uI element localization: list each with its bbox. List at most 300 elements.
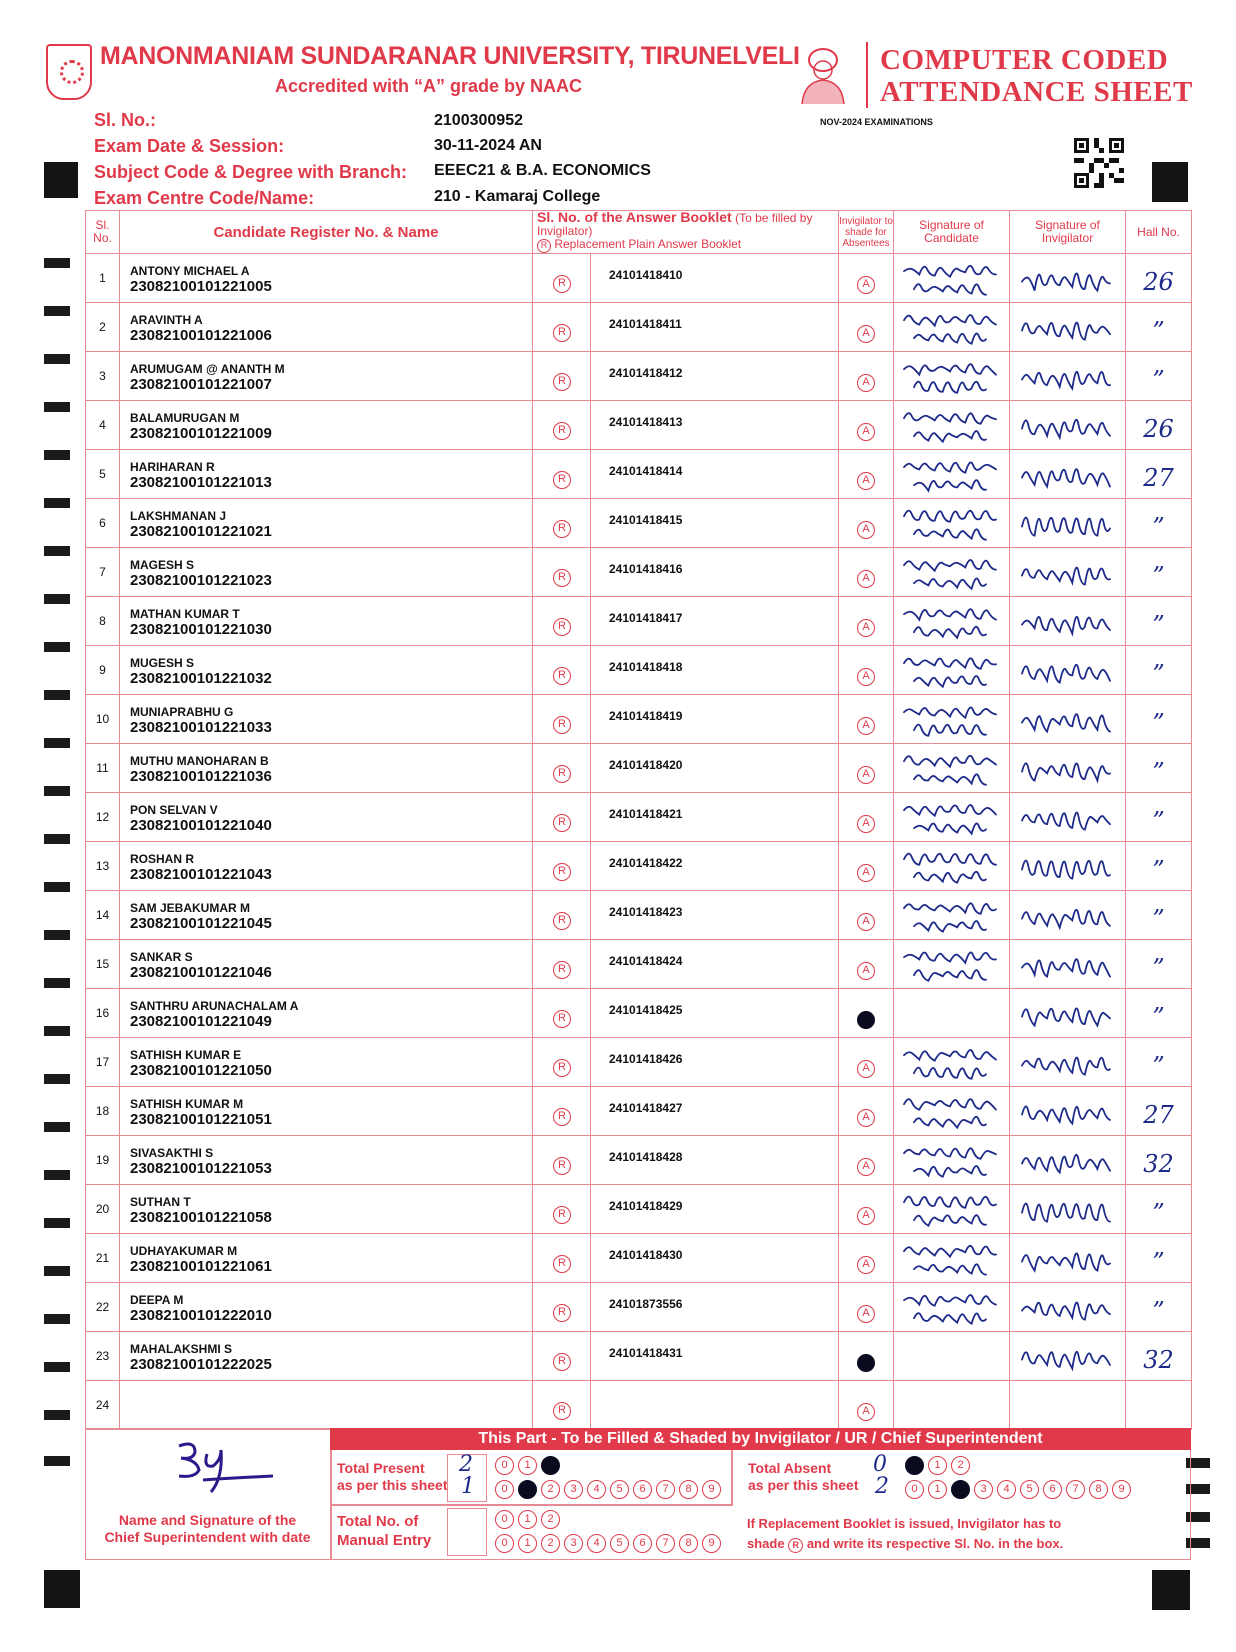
total-present-label [337,1460,448,1494]
absent-bubble[interactable]: A [857,619,875,637]
row-absent[interactable] [839,401,894,450]
row-absent[interactable] [839,940,894,989]
replacement-bubble[interactable]: R [553,814,571,832]
row-invigilator-signature [1010,1234,1126,1283]
row-invigilator-signature [1010,744,1126,793]
row-absent[interactable] [839,695,894,744]
row-invigilator-signature [1010,352,1126,401]
candidate-signature [900,895,1004,937]
row-candidate-signature [894,1381,1010,1430]
row-candidate [120,842,533,891]
absent-bubble[interactable]: A [857,570,875,588]
row-replacement[interactable] [533,1234,591,1283]
booklet-number: 24101418413 [609,415,683,429]
absent-bubble[interactable]: A [857,423,875,441]
candidate-signature [900,846,1004,888]
replacement-bubble[interactable]: R [553,1255,571,1273]
university-logo [46,44,92,100]
row-replacement[interactable] [533,842,591,891]
digit-bubble[interactable]: 8 [1089,1480,1108,1499]
booklet-number: 24101418422 [609,856,683,870]
booklet-number: 24101418419 [609,709,683,723]
digit-bubble[interactable]: 5 [610,1480,629,1499]
row-sl: 10 [86,695,120,744]
candidate-signature [900,258,1004,300]
table-row [86,1332,1192,1381]
replacement-bubble[interactable]: R [553,1059,571,1077]
row-candidate [120,646,533,695]
row-hall [1126,842,1192,891]
table-row [86,1185,1192,1234]
candidate-name: MUGESH S [130,656,195,670]
invigilator-signature [1018,750,1118,790]
candidate-reg-no: 23082100101221023 [130,572,272,589]
timing-mark [44,738,70,748]
row-hall [1126,499,1192,548]
invigilator-signature [1018,1338,1118,1378]
table-row [86,548,1192,597]
absent-bubble[interactable]: A [857,962,875,980]
present-written-units: 1 [461,1474,475,1499]
row-replacement[interactable] [533,303,591,352]
digit-bubble[interactable]: 2 [541,1480,560,1499]
hall-number: ” [1152,1199,1165,1227]
row-absent[interactable] [839,891,894,940]
timing-mark [44,354,70,364]
digit-bubble[interactable]: 2 [541,1534,560,1553]
row-absent[interactable] [839,646,894,695]
digit-bubble[interactable]: 8 [679,1480,698,1499]
absent-tens-bubbles[interactable] [905,1456,970,1475]
row-invigilator-signature [1010,303,1126,352]
row-sl: 17 [86,1038,120,1087]
replacement-bubble[interactable]: R [553,373,571,391]
total-absent-line2: as per this sheet [748,1477,859,1493]
row-candidate [120,352,533,401]
table-row [86,695,1192,744]
chief-label-line1: Name and Signature of the [118,1512,297,1528]
row-sl: 8 [86,597,120,646]
booklet-number: 24101418428 [609,1150,683,1164]
row-absent[interactable] [839,744,894,793]
absent-bubble[interactable]: A [857,521,875,539]
invigilator-signature [1018,995,1118,1035]
hall-number: 26 [1143,415,1174,443]
row-absent[interactable] [839,548,894,597]
row-replacement[interactable] [533,646,591,695]
row-absent[interactable] [839,254,894,303]
replacement-bubble[interactable]: R [553,520,571,538]
timing-mark [44,1456,70,1466]
invigilator-signature [1018,1044,1118,1084]
absent-bubble[interactable] [857,1011,875,1029]
digit-bubble[interactable] [951,1480,970,1499]
row-hall [1126,1185,1192,1234]
table-row [86,352,1192,401]
digit-bubble[interactable]: 0 [495,1456,514,1475]
timing-mark [44,306,70,316]
row-replacement[interactable] [533,548,591,597]
row-absent[interactable] [839,793,894,842]
row-absent[interactable] [839,1136,894,1185]
candidate-name: SATHISH KUMAR E [130,1048,242,1062]
digit-bubble[interactable]: 4 [587,1480,606,1499]
row-candidate-signature [894,842,1010,891]
row-booklet [591,989,839,1038]
absent-bubble[interactable]: A [857,1256,875,1274]
row-hall [1126,793,1192,842]
replacement-bubble[interactable]: R [553,765,571,783]
absent-bubble[interactable] [857,1354,875,1372]
digit-bubble[interactable]: 7 [1066,1480,1085,1499]
digit-bubble[interactable]: 0 [905,1480,924,1499]
digit-bubble[interactable]: 0 [495,1480,514,1499]
replacement-bubble[interactable]: R [553,1010,571,1028]
row-replacement[interactable] [533,1381,591,1430]
row-absent[interactable] [839,1332,894,1381]
absent-bubble[interactable]: A [857,864,875,882]
row-candidate-signature [894,352,1010,401]
row-hall [1126,1332,1192,1381]
hall-number: ” [1152,366,1165,394]
row-booklet [591,352,839,401]
absent-bubble[interactable]: A [857,1403,875,1421]
row-replacement[interactable] [533,744,591,793]
row-candidate-signature [894,303,1010,352]
row-hall [1126,1038,1192,1087]
digit-bubble[interactable]: 9 [702,1534,721,1553]
row-replacement[interactable] [533,940,591,989]
timing-mark [44,594,70,604]
university-name: MANONMANIAM SUNDARANAR UNIVERSITY, TIRUNELVELI [100,42,800,70]
replacement-bubble[interactable]: R [553,1304,571,1322]
hall-number: ” [1152,660,1165,688]
booklet-number: 24101418416 [609,562,683,576]
row-candidate [120,793,533,842]
replacement-bubble[interactable]: R [553,1353,571,1371]
hall-number: ” [1152,856,1165,884]
digit-bubble[interactable]: 9 [1112,1480,1131,1499]
candidate-name: PON SELVAN V [130,803,218,817]
replacement-bubble[interactable]: R [553,1402,571,1420]
table-row [86,744,1192,793]
replacement-bubble[interactable]: R [553,422,571,440]
manual-tens-bubbles[interactable] [495,1510,560,1529]
absent-bubble[interactable]: A [857,472,875,490]
row-candidate [120,499,533,548]
chief-label-line2: Chief Superintendent with date [104,1529,311,1545]
replacement-bubble[interactable]: R [553,667,571,685]
hall-number: ” [1152,611,1165,639]
candidate-reg-no: 23082100101221030 [130,621,272,638]
digit-bubble[interactable] [518,1480,537,1499]
timing-mark [44,1266,70,1276]
timing-mark [44,450,70,460]
col-booklet [533,211,839,254]
digit-bubble[interactable]: 7 [656,1534,675,1553]
row-invigilator-signature [1010,989,1126,1038]
header-divider [866,42,868,108]
row-candidate-signature [894,989,1010,1038]
sl-no-label: Sl. No.: [94,110,156,130]
row-candidate [120,450,533,499]
timing-mark [44,978,70,988]
row-candidate [120,1185,533,1234]
absent-bubble[interactable]: A [857,1060,875,1078]
row-sl: 14 [86,891,120,940]
absent-bubble[interactable]: A [857,717,875,735]
row-replacement[interactable] [533,450,591,499]
row-absent[interactable] [839,1038,894,1087]
timing-mark [44,1026,70,1036]
digit-bubble[interactable]: 1 [518,1534,537,1553]
absent-bubble[interactable]: A [857,325,875,343]
row-replacement[interactable] [533,793,591,842]
row-absent[interactable] [839,1087,894,1136]
absent-bubble[interactable]: A [857,374,875,392]
replacement-bubble[interactable]: R [553,912,571,930]
candidate-name: ARUMUGAM @ ANANTH M [130,362,285,376]
col-sig-candidate: Signature of Candidate [894,211,1010,254]
row-candidate-signature [894,744,1010,793]
row-candidate [120,744,533,793]
row-sl: 13 [86,842,120,891]
registration-mark [44,1570,80,1608]
row-candidate-signature [894,695,1010,744]
table-row [86,989,1192,1038]
digit-bubble[interactable]: 5 [1020,1480,1039,1499]
row-replacement[interactable] [533,891,591,940]
row-replacement[interactable] [533,695,591,744]
table-row [86,401,1192,450]
invigilator-signature [1018,946,1118,986]
row-candidate-signature [894,254,1010,303]
replacement-bubble[interactable]: R [553,1206,571,1224]
table-row [86,1136,1192,1185]
row-sl: 20 [86,1185,120,1234]
present-written-tens: 2 [459,1452,473,1477]
row-booklet [591,842,839,891]
digit-bubble[interactable]: 6 [633,1480,652,1499]
invigilator-signature [1018,1191,1118,1231]
row-candidate-signature [894,1332,1010,1381]
replacement-bubble[interactable]: R [553,716,571,734]
row-sl: 2 [86,303,120,352]
row-replacement[interactable] [533,1283,591,1332]
centre-label: Exam Centre Code/Name: [94,188,315,208]
candidate-name: MUNIAPRABHU G [130,705,234,719]
row-invigilator-signature [1010,548,1126,597]
digit-bubble[interactable]: 2 [951,1456,970,1475]
row-replacement[interactable] [533,597,591,646]
digit-bubble[interactable]: 7 [656,1480,675,1499]
booklet-number: 24101418429 [609,1199,683,1213]
candidate-reg-no: 23082100101221009 [130,425,272,442]
col-booklet-main: Sl. No. of the Answer Booklet [537,209,732,225]
row-hall [1126,1087,1192,1136]
manual-entry-label [337,1512,431,1550]
row-replacement[interactable] [533,1332,591,1381]
row-absent[interactable] [839,450,894,499]
row-candidate-signature [894,1185,1010,1234]
manual-digit-box[interactable] [447,1508,487,1556]
digit-bubble[interactable]: 1 [518,1510,537,1529]
booklet-number: 24101418411 [609,317,682,331]
digit-bubble[interactable]: 0 [495,1534,514,1553]
row-absent[interactable] [839,1283,894,1332]
digit-bubble[interactable]: 3 [564,1480,583,1499]
row-candidate-signature [894,1038,1010,1087]
row-replacement[interactable] [533,254,591,303]
row-invigilator-signature [1010,646,1126,695]
digit-bubble[interactable]: 9 [702,1480,721,1499]
present-units-bubbles[interactable] [495,1480,721,1499]
replacement-bubble[interactable]: R [553,324,571,342]
table-row [86,1038,1192,1087]
row-replacement[interactable] [533,1038,591,1087]
row-invigilator-signature [1010,1185,1126,1234]
absent-units-bubbles[interactable] [905,1480,1131,1499]
row-hall [1126,1234,1192,1283]
replacement-bubble[interactable]: R [553,1108,571,1126]
timing-mark [44,1314,70,1324]
absent-bubble[interactable]: A [857,1305,875,1323]
candidate-signature [900,650,1004,692]
row-booklet [591,401,839,450]
replacement-bubble[interactable]: R [553,275,571,293]
row-booklet [591,1087,839,1136]
digit-bubble[interactable]: 1 [928,1480,947,1499]
replacement-note-line1: If Replacement Booklet is issued, Invigilator has to [747,1516,1062,1531]
row-replacement[interactable] [533,1136,591,1185]
digit-bubble[interactable]: 5 [610,1534,629,1553]
footer-divider [731,1450,733,1506]
absent-bubble[interactable]: A [857,1109,875,1127]
absent-bubble[interactable]: A [857,913,875,931]
row-booklet [591,1038,839,1087]
row-replacement[interactable] [533,1087,591,1136]
replacement-bubble[interactable]: R [553,471,571,489]
replacement-bubble[interactable]: R [553,569,571,587]
candidate-signature [900,307,1004,349]
row-replacement[interactable] [533,499,591,548]
table-row [86,1087,1192,1136]
row-invigilator-signature [1010,695,1126,744]
candidate-reg-no: 23082100101221040 [130,817,272,834]
timing-mark [44,258,70,268]
booklet-number: 24101418430 [609,1248,683,1262]
digit-bubble[interactable] [905,1456,924,1475]
absent-bubble[interactable]: A [857,668,875,686]
row-sl: 19 [86,1136,120,1185]
timing-mark [44,1410,70,1420]
digit-bubble[interactable] [541,1456,560,1475]
digit-bubble[interactable]: 3 [564,1534,583,1553]
digit-bubble[interactable]: 4 [997,1480,1016,1499]
table-row [86,499,1192,548]
row-absent[interactable] [839,1381,894,1430]
invigilator-signature [1018,848,1118,888]
absent-bubble[interactable]: A [857,276,875,294]
digit-bubble[interactable]: 2 [541,1510,560,1529]
replacement-bubble[interactable]: R [553,863,571,881]
row-hall [1126,1136,1192,1185]
row-replacement[interactable] [533,1185,591,1234]
row-sl: 22 [86,1283,120,1332]
absent-bubble[interactable]: A [857,1158,875,1176]
hall-number: ” [1152,758,1165,786]
digit-bubble[interactable]: 6 [1043,1480,1062,1499]
absent-written-tens: 0 [873,1452,887,1477]
candidate-name: ARAVINTH A [130,313,203,327]
invigilator-signature [1018,456,1118,496]
row-candidate-signature [894,499,1010,548]
row-replacement[interactable] [533,401,591,450]
replacement-bubble[interactable]: R [553,618,571,636]
timing-mark [44,1122,70,1132]
candidate-name: SIVASAKTHI S [130,1146,214,1160]
hall-number: ” [1152,317,1165,345]
row-invigilator-signature [1010,450,1126,499]
row-absent[interactable] [839,352,894,401]
row-candidate [120,597,533,646]
table-row [86,1234,1192,1283]
hall-number: ” [1152,562,1165,590]
digit-bubble[interactable]: 3 [974,1480,993,1499]
row-absent[interactable] [839,597,894,646]
centre-value: 210 - Kamaraj College [434,188,601,205]
digit-bubble[interactable]: 4 [587,1534,606,1553]
row-absent[interactable] [839,303,894,352]
table-row [86,1381,1192,1430]
digit-bubble[interactable]: 8 [679,1534,698,1553]
digit-bubble[interactable]: 0 [495,1510,514,1529]
row-candidate-signature [894,793,1010,842]
absent-bubble[interactable]: A [857,766,875,784]
candidate-signature [900,1287,1004,1329]
row-absent[interactable] [839,842,894,891]
candidate-signature [900,797,1004,839]
absent-written-units: 2 [875,1474,889,1499]
row-hall [1126,597,1192,646]
absent-bubble[interactable]: A [857,815,875,833]
row-absent[interactable] [839,1185,894,1234]
candidate-signature [900,454,1004,496]
candidate-name: SANKAR S [130,950,193,964]
row-hall [1126,989,1192,1038]
row-sl: 24 [86,1381,120,1430]
row-invigilator-signature [1010,1283,1126,1332]
timing-mark [44,642,70,652]
row-absent[interactable] [839,499,894,548]
digit-bubble[interactable]: 1 [928,1456,947,1475]
absent-bubble[interactable]: A [857,1207,875,1225]
row-booklet [591,940,839,989]
row-replacement[interactable] [533,352,591,401]
table-row [86,303,1192,352]
digit-bubble[interactable]: 6 [633,1534,652,1553]
row-replacement[interactable] [533,989,591,1038]
row-absent[interactable] [839,989,894,1038]
present-tens-bubbles[interactable] [495,1456,560,1475]
digit-bubble[interactable]: 1 [518,1456,537,1475]
row-absent[interactable] [839,1234,894,1283]
table-row [86,597,1192,646]
manual-units-bubbles[interactable] [495,1534,721,1553]
replacement-bubble[interactable]: R [553,1157,571,1175]
replacement-bubble[interactable]: R [553,961,571,979]
row-sl: 7 [86,548,120,597]
